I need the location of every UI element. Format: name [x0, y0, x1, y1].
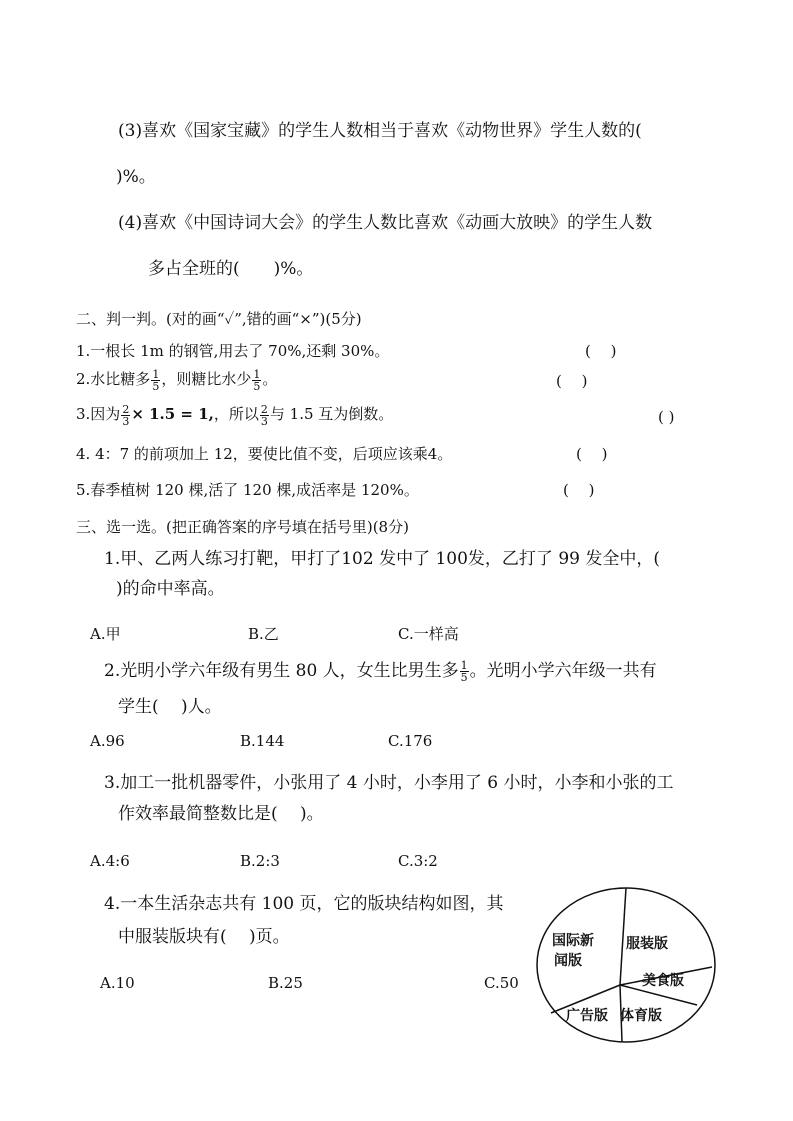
part2-heading: 二、判一判。(对的画“✓”,错的画“×”)(5分) [76, 310, 362, 328]
judge-item-1 [76, 340, 389, 362]
choice-q2-line2: 学生( )人。 [118, 697, 222, 717]
pie-label-intl-news: 闻版 [554, 953, 582, 969]
fraction: $\frac{2}{3}$ [122, 402, 130, 428]
part3-heading: 三、选一选。(把正确答案的序号填在括号里)(8分) [76, 518, 409, 536]
choice-q3-line1: 3.加工一批机器零件，小张用了 4 小时，小李用了 6 小时，小李和小张的工 [104, 773, 674, 793]
judge-answer-paren-3[interactable]: ( ) [658, 408, 675, 426]
fraction: $\frac{1}{5}$ [152, 367, 160, 393]
choice-q3-option-c[interactable]: C.3:2 [398, 852, 438, 870]
choice-q4-option-b[interactable]: B.25 [268, 974, 303, 992]
judge-answer-paren-2[interactable]: ( ) [556, 372, 588, 390]
choice-q2-option-a[interactable]: A.96 [90, 732, 125, 750]
choice-q1-line2: )的命中率高。 [116, 579, 225, 599]
judge-item-3: 3.因为 $\frac{2}{3}$ × 1.5 = 1,，所以 $\frac{2}{3}$ 与 1.5 互为倒数。 [76, 402, 394, 428]
pie-label-fashion: 服装版 [626, 936, 668, 952]
judge-answer-paren-4[interactable]: ( ) [576, 445, 608, 463]
q3-line2: )%。 [116, 167, 156, 187]
choice-q4-option-c[interactable]: C.50 [484, 974, 519, 992]
choice-q4-option-a[interactable]: A.10 [100, 974, 135, 992]
fraction: $\frac{2}{3}$ [260, 402, 268, 428]
q4-line1: (4)喜欢《中国诗词大会》的学生人数比喜欢《动画大放映》的学生人数 [118, 213, 653, 233]
pie-label-ads: 广告版 [566, 1008, 608, 1024]
choice-q2-option-b[interactable]: B.144 [240, 732, 285, 750]
judge-item-text: 1.一根长 1m 的钢管,用去了 70%,还剩 30%。 [76, 342, 390, 360]
math-expression: × 1.5 = 1, [131, 405, 214, 423]
choice-q2-option-c[interactable]: C.176 [388, 732, 433, 750]
judge-answer-paren-1[interactable]: ( ) [585, 342, 617, 360]
choice-q4-line2: 中服装版块有( )页。 [118, 927, 290, 947]
choice-q1-option-b[interactable]: B.乙 [248, 625, 279, 643]
choice-q3-line2: 作效率最简整数比是( )。 [118, 804, 324, 824]
q4-line2: 多占全班的( )%。 [148, 259, 314, 279]
judge-item-4: 4. 4：7 的前项加上 12，要使比值不变，后项应该乘4。 [76, 445, 453, 463]
judge-item-5: 5.春季植树 120 棵,活了 120 棵,成活率是 120%。 [76, 481, 419, 499]
fraction: $\frac{1}{5}$ [460, 659, 468, 684]
magazine-section-pie [532, 885, 732, 1055]
choice-q3-option-b[interactable]: B.2:3 [240, 852, 280, 870]
judge-item-2: 2.水比糖多 $\frac{1}{5}$ ，则糖比水少 $\frac{1}{5}$ 。 [76, 367, 278, 393]
pie-label-intl-news: 国际新 [552, 933, 594, 949]
choice-q1-option-a[interactable]: A.甲 [90, 625, 121, 643]
q3-line1: (3)喜欢《国家宝藏》的学生人数相当于喜欢《动物世界》学生人数的( [118, 121, 642, 141]
fraction: $\frac{1}{5}$ [253, 367, 261, 393]
choice-q2-line1: 2.光明小学六年级有男生 80 人，女生比男生多 $\frac{1}{5}$ 。光明小学六年级一共有 [104, 659, 657, 684]
choice-q1-line1: 1.甲、乙两人练习打靶，甲打了102 发中了 100发，乙打了 99 发全中，( [104, 549, 660, 569]
choice-q3-option-a[interactable]: A.4:6 [90, 852, 130, 870]
judge-answer-paren-5[interactable]: ( ) [563, 481, 595, 499]
pie-label-food: 美食版 [642, 973, 684, 989]
pie-label-sports: 体育版 [620, 1008, 662, 1024]
choice-q1-option-c[interactable]: C.一样高 [398, 625, 459, 643]
judge-item-text: 2.水比糖多 [76, 370, 151, 388]
choice-q4-line1: 4.一本生活杂志共有 100 页，它的版块结构如图，其 [104, 894, 504, 914]
